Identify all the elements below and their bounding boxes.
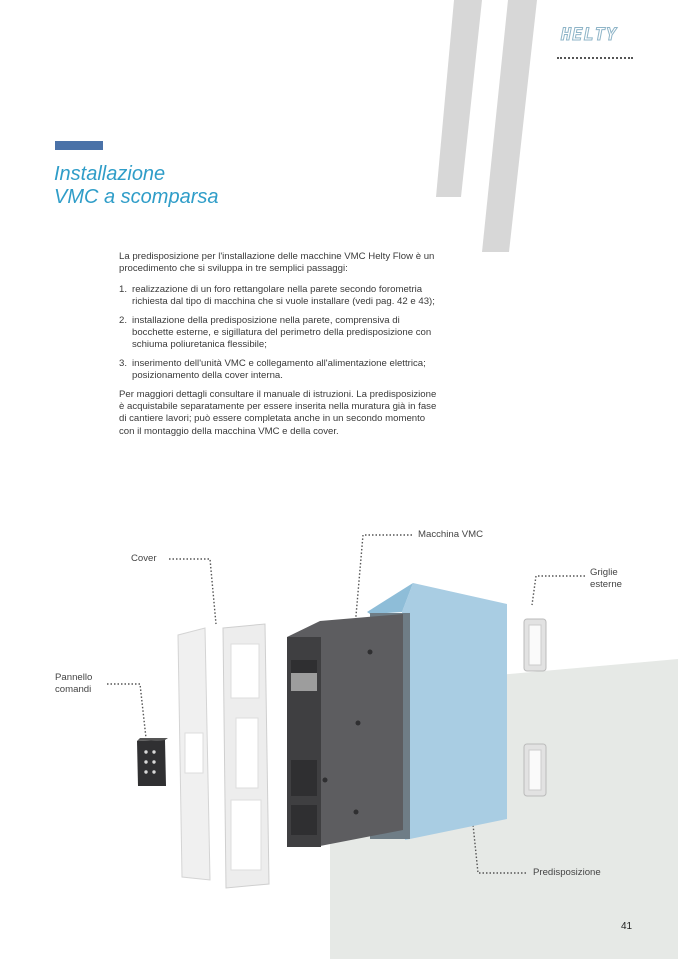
label-pannello-comandi bbox=[55, 672, 92, 696]
page-number: 41 bbox=[621, 921, 633, 932]
outro-paragraph: Per maggiori dettagli consultare il manuale di istruzioni. La predisposizione è acquistabile separatamente per essere inserita nella muratura già in fase di cantiere lavori; può essere completata anche in un secondo momento con il montaggio della macchina VMC e della cover. bbox=[119, 388, 437, 437]
decor-stripe-right bbox=[482, 0, 537, 252]
list-item bbox=[119, 315, 437, 352]
intro-paragraph: La predisposizione per l'installazione delle macchine VMC Helty Flow è un procedimento che si sviluppa in tre semplici passaggi: bbox=[119, 251, 435, 275]
title-line-2: VMC a scomparsa bbox=[54, 186, 219, 208]
steps-list bbox=[119, 284, 437, 383]
step-text: inserimento dell'unità VMC e collegamento all'alimentazione elettrica; posizionamento della cover interna. bbox=[132, 357, 426, 382]
leader-griglie bbox=[532, 576, 585, 605]
step-number: 1. bbox=[119, 283, 128, 295]
body-text bbox=[119, 251, 437, 446]
cover-frame-illustration bbox=[223, 624, 269, 888]
label-pannello-line-2: comandi bbox=[55, 684, 92, 695]
step-text: realizzazione di un foro rettangolare nella parete secondo forometria richiesta dal tipo di macchina che si vuole installare (vedi pag. 42 e 43); bbox=[132, 283, 435, 308]
step-number: 2. bbox=[119, 314, 128, 326]
list-item bbox=[119, 284, 437, 309]
decor-stripe-left bbox=[436, 0, 482, 197]
label-griglie bbox=[590, 567, 622, 591]
step-text: installazione della predisposizione nella parete, comprensiva di bocchette esterne, e sigillatura del perimetro della predisposizione con schiuma poliuretanica flessibile; bbox=[132, 314, 432, 351]
title-line-1: Installazione bbox=[54, 163, 166, 185]
label-griglie-line-2: esterne bbox=[590, 579, 622, 590]
label-pannello-line-1: Pannello bbox=[55, 672, 93, 683]
list-item bbox=[119, 358, 437, 383]
logo-divider bbox=[557, 57, 633, 59]
step-number: 3. bbox=[119, 357, 128, 369]
label-cover: Cover bbox=[131, 553, 157, 564]
pannello-comandi-illustration bbox=[137, 738, 168, 786]
title-accent-bar bbox=[55, 141, 103, 150]
label-griglie-line-1: Griglie bbox=[590, 567, 618, 578]
macchina-vmc-illustration bbox=[287, 614, 403, 847]
cover-panel-illustration bbox=[178, 628, 210, 880]
label-predisposizione: Predisposizione bbox=[533, 867, 601, 878]
leader-cover bbox=[169, 559, 216, 624]
page-title bbox=[54, 163, 219, 209]
helty-logo: HELTY bbox=[561, 25, 618, 45]
label-macchina-vmc: Macchina VMC bbox=[418, 529, 484, 540]
leader-pannello bbox=[107, 684, 146, 738]
